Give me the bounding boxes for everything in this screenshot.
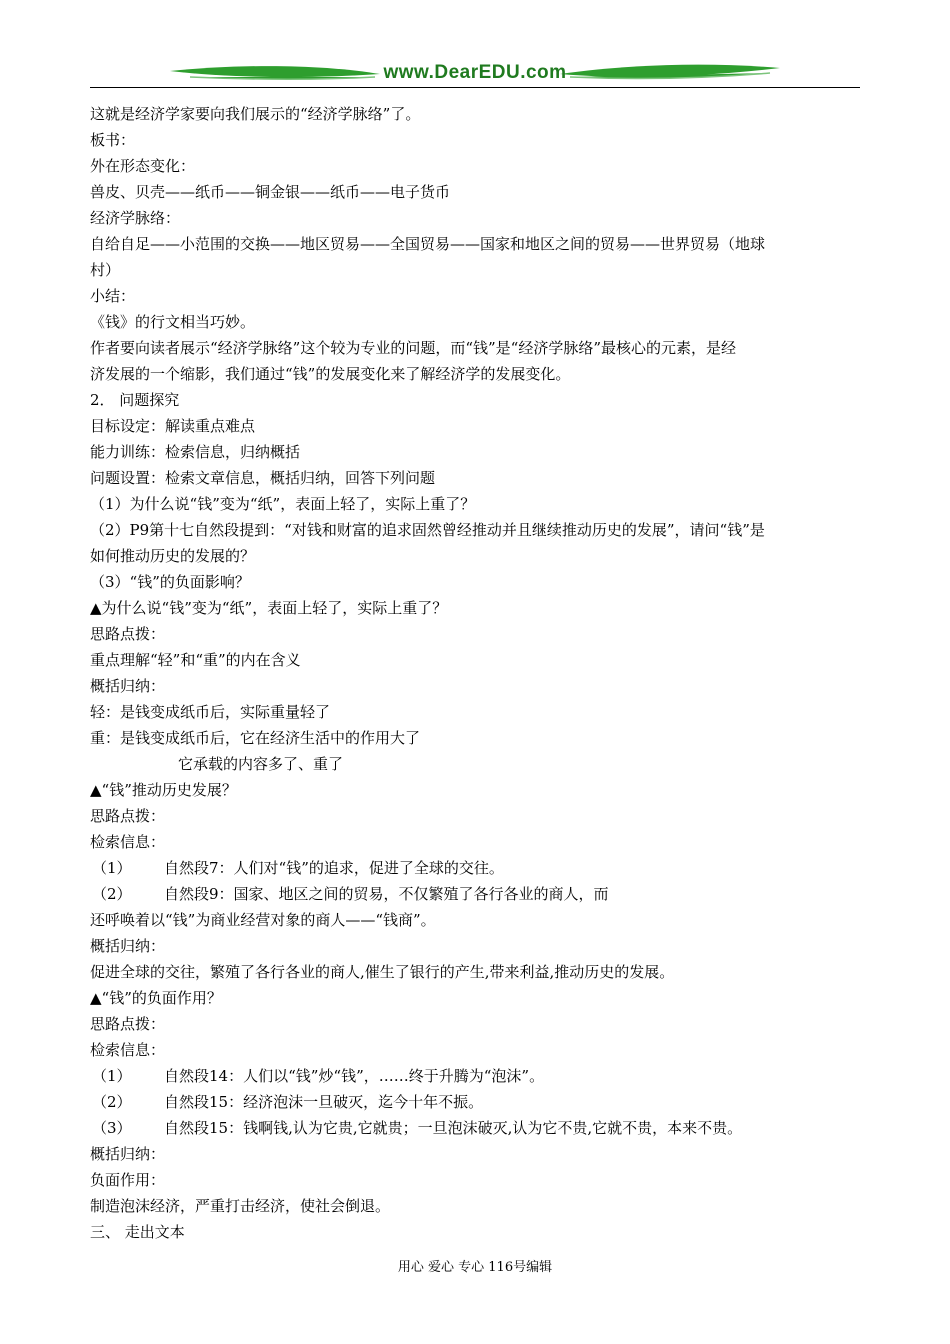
text-line: 外在形态变化： <box>90 157 196 175</box>
page-footer: 用心 爱心 专心 116号编辑 <box>397 1260 553 1275</box>
text-line: 兽皮、贝壳——纸币——铜金银——纸币——电子货币 <box>90 183 451 201</box>
text-line: 村） <box>90 261 121 279</box>
list-item-text: 自然段9：国家、地区之间的贸易，不仅繁殖了各行各业的商人，而 <box>164 885 609 903</box>
page-header <box>90 58 860 90</box>
text-line: ▲“钱”推动历史发展？ <box>90 781 237 799</box>
text-line: （1）为什么说“钱”变为“纸”，表面上轻了，实际上重了？ <box>90 495 476 513</box>
document-body <box>90 101 862 1245</box>
text-line: ▲为什么说“钱”变为“纸”，表面上轻了，实际上重了？ <box>90 599 448 617</box>
list-item-text: 自然段14：人们以“钱”炒“钱”，……终于升腾为“泡沫”。 <box>164 1067 545 1085</box>
text-line: 小结： <box>90 287 136 305</box>
text-line: 它承载的内容多了、重了 <box>178 755 344 773</box>
list-item-number: （1） <box>92 859 132 877</box>
text-line: 还呼唤着以“钱”为商业经营对象的商人——“钱商”。 <box>90 911 436 929</box>
list-item-number: （3） <box>92 1119 132 1137</box>
text-line: 如何推动历史的发展的？ <box>90 547 256 565</box>
text-line: 板书： <box>90 131 136 149</box>
text-line: 制造泡沫经济，严重打击经济，使社会倒退。 <box>90 1197 391 1215</box>
text-line: 济发展的一个缩影，我们通过“钱”的发展变化来了解经济学的发展变化。 <box>90 365 571 383</box>
text-line: 自给自足——小范围的交换——地区贸易——全国贸易——国家和地区之间的贸易——世界贸易（地球 <box>90 235 766 253</box>
site-brand-logo: www.DearEDU.com <box>383 62 567 83</box>
text-line: 《钱》的行文相当巧妙。 <box>90 313 256 331</box>
text-line: 检索信息： <box>90 1041 166 1059</box>
text-line: 检索信息： <box>90 833 166 851</box>
text-line: 目标设定：解读重点难点 <box>90 417 256 435</box>
text-line: 这就是经济学家要向我们展示的“经济学脉络”了。 <box>90 105 421 123</box>
text-line: 思路点拨： <box>90 807 166 825</box>
list-item-text: 自然段15：经济泡沫一旦破灭，迄今十年不振。 <box>164 1093 484 1111</box>
header-divider <box>90 87 860 88</box>
list-item <box>90 1115 862 1141</box>
text-line: 概括归纳： <box>90 677 166 695</box>
text-line: 轻：是钱变成纸币后，实际重量轻了 <box>90 703 331 721</box>
list-item-number: （1） <box>92 1067 132 1085</box>
list-item-text: 自然段15：钱啊钱,认为它贵,它就贵；一旦泡沫破灭,认为它不贵,它就不贵，本来不贵。 <box>164 1119 743 1137</box>
text-line: 思路点拨： <box>90 1015 166 1033</box>
list-item-number: （2） <box>92 885 132 903</box>
text-line: 经济学脉络： <box>90 209 181 227</box>
text-line: 思路点拨： <box>90 625 166 643</box>
text-line: 促进全球的交往，繁殖了各行各业的商人,催生了银行的产生,带来利益,推动历史的发展。 <box>90 963 675 981</box>
text-line: 负面作用： <box>90 1171 166 1189</box>
list-item <box>90 1063 862 1089</box>
text-line: 作者要向读者展示“经济学脉络”这个较为专业的问题，而“钱”是“经济学脉络”最核心的元素，是经 <box>90 339 737 357</box>
text-line: （2）P9第十七自然段提到：“对钱和财富的追求固然曾经推动并且继续推动历史的发展”，请问“钱”是 <box>90 521 765 539</box>
text-line: 概括归纳： <box>90 1145 166 1163</box>
list-item <box>90 855 862 881</box>
text-line: 问题设置：检索文章信息，概括归纳，回答下列问题 <box>90 469 436 487</box>
text-line: 能力训练：检索信息，归纳概括 <box>90 443 301 461</box>
text-line: （3）“钱”的负面影响？ <box>90 573 250 591</box>
list-item-text: 自然段7：人们对“钱”的追求，促进了全球的交往。 <box>164 859 504 877</box>
section-heading: 2． 问题探究 <box>90 391 180 409</box>
list-item-number: （2） <box>92 1093 132 1111</box>
list-item <box>90 881 862 907</box>
text-line: 概括归纳： <box>90 937 166 955</box>
text-line: ▲“钱”的负面作用？ <box>90 989 222 1007</box>
text-line: 重点理解“轻”和“重”的内在含义 <box>90 651 301 669</box>
text-line: 重：是钱变成纸币后，它在经济生活中的作用大了 <box>90 729 421 747</box>
section-heading: 三、 走出文本 <box>90 1223 185 1241</box>
list-item <box>90 1089 862 1115</box>
